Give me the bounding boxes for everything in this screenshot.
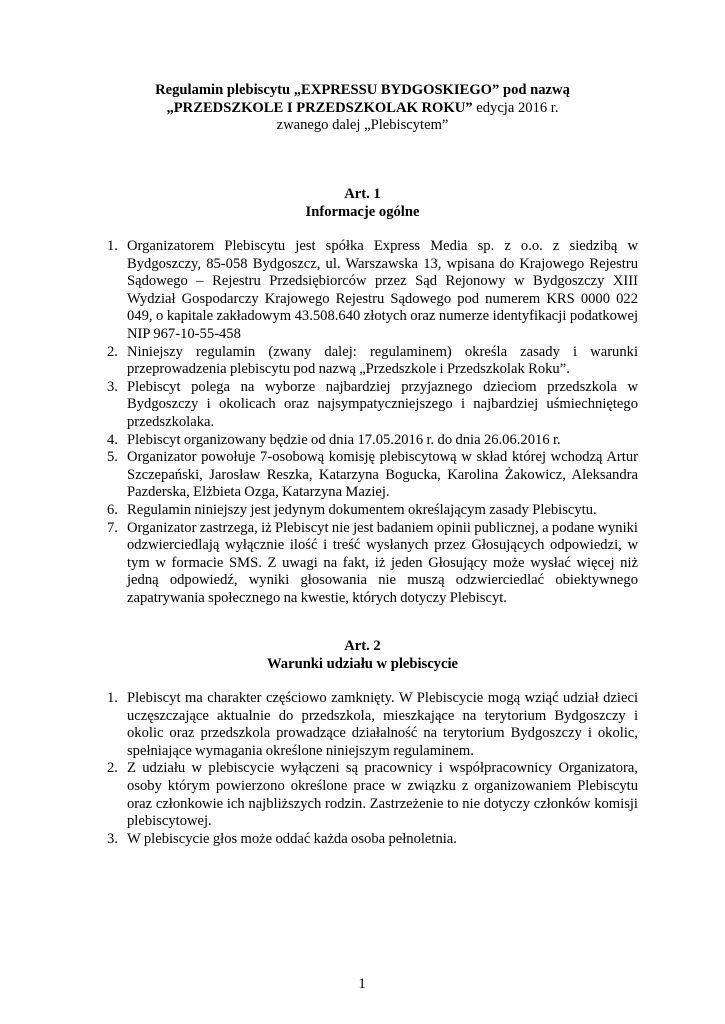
article-2-number: Art. 2 [344,638,381,654]
list-item-text: Z udziału w plebiscycie wyłączeni są pracownicy i współpracownicy Organizatora, osoby którym powierzono określone prace w związku z organizowaniem Plebiscytu oraz członkowie ich najbliższych rodzin. Zastrzeżenie to nie dotyczy członków komisji plebiscytowej. [127,760,638,830]
list-item-number: 7. [107,519,118,536]
list-item [107,432,638,450]
list-item-text: Plebiscyt polega na wyborze najbardziej przyjaznego dzieciom przedszkola w Bydgoszczy i okolicach oraz najsympatyczniejszego i najbardziej uśmiechniętego przedszkolaka. [127,378,638,430]
list-item-number: 1. [107,238,118,254]
list-item-text: Organizator powołuje 7-osobową komisję plebiscytową w skład której wchodzą Artur Szczepański, Jarosław Reszka, Katarzyna Bogucka, Karolina Żakowicz, Aleksandra Pazderska, Elżbieta Ozga, Katarzyna Maziej. [127,449,638,501]
list-item-number: 5. [107,449,118,466]
title-line-2-bold: „PRZEDSZKOLE I PRZEDSZKOLAK ROKU” [166,99,473,116]
list-item-text: Regulamin niniejszy jest jedynym dokumentem określającym zasady Plebiscytu. [127,501,597,518]
list-item-text: Plebiscyt organizowany będzie od dnia 17.05.2016 r. do dnia 26.06.2016 r. [127,431,561,448]
list-item [107,502,638,520]
list-item [107,831,638,849]
list-item [107,344,638,379]
article-1-list [107,238,638,607]
document-title [100,82,625,135]
title-line-2 [100,100,625,118]
list-item-number: 6. [107,501,118,518]
list-item-text: W plebiscycie głos może oddać każda osoba pełnoletnia. [127,830,457,847]
article-2-list [107,690,638,848]
list-item [107,760,638,830]
list-item-number: 3. [107,378,118,395]
article-1-number: Art. 1 [344,186,381,202]
list-item-number: 2. [107,343,118,360]
list-item-number: 3. [107,830,118,847]
list-item-number: 1. [107,690,118,706]
list-item-text: Plebiscyt ma charakter częściowo zamknięty. W Plebiscycie mogą wziąć udział dzieci uczęszczające aktualnie do przedszkola, mieszkające na terytorium Bydgoszczy i okolic oraz przedszkola prowadzące działalność na terytorium Bydgoszczy i okolic, spełniające wymagania określone niniejszym regulaminem. [127,690,638,759]
title-line-2-rest: edycja 2016 r. [472,99,559,116]
list-item-number: 2. [107,760,118,777]
list-item [107,520,638,608]
title-line-3: zwanego dalej „Plebiscytem” [276,117,449,134]
page-number: 1 [358,976,366,992]
list-item-text: Organizator zastrzega, iż Plebiscyt nie jest badaniem opinii publicznej, a podane wyniki odzwierciedlają wyłącznie ilość i treść wysłanych przez Głosujących odpowiedzi, w tym w formacie SMS. Z uwagi na fakt, iż jeden Głosujący może wysłać więcej niż jedną odpowiedź, wyniki głosowania nie muszą odzwierciedlać obiektywnego zapatrywania społecznego na kwestie, których dotyczy Plebiscyt. [127,519,638,606]
list-item [107,238,638,344]
list-item-number: 4. [107,431,118,448]
list-item [107,379,638,432]
article-1-title: Informacje ogólne [305,203,420,220]
article-2-title: Warunki udziału w plebiscycie [267,655,458,672]
article-1-heading [100,186,625,221]
list-item-text: Organizatorem Plebiscytu jest spółka Express Media sp. z o.o. z siedzibą w Bydgoszczy, 85-058 Bydgoszcz, ul. Warszawska 13, wpisana do Krajowego Rejestru Sądowego – Rejestru Przedsiębiorców przez Sąd Rejonowy w Bydgoszczy XIII Wydział Gospodarczy Krajowego Rejestru Sądowego pod numerem KRS 0000 022 049, o kapitale zakładowym 43.508.640 złotych oraz numerze identyfikacji podatkowej NIP 967-10-55-458 [127,238,638,342]
article-2-heading [100,638,625,673]
title-line-1: Regulamin plebiscytu „EXPRESSU BYDGOSKIEGO” pod nazwą [155,82,570,98]
list-item [107,690,638,760]
list-item [107,449,638,502]
list-item-text: Niniejszy regulamin (zwany dalej: regulaminem) określa zasady i warunki przeprowadzenia plebiscytu pod nazwą „Przedszkole i Przedszkolak Roku”. [127,343,638,378]
